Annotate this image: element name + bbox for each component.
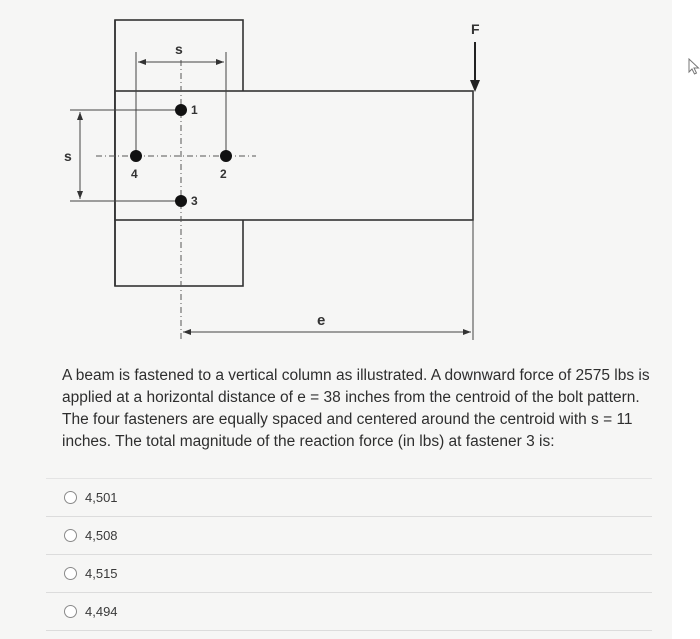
eccentricity-label: e [317, 312, 326, 329]
right-margin [672, 0, 700, 639]
fastener-2 [220, 150, 232, 162]
fastener-3 [175, 195, 187, 207]
answer-option[interactable] [46, 516, 652, 554]
fastener-4 [130, 150, 142, 162]
options-divider [46, 630, 652, 631]
spacing-label-left: s [64, 148, 72, 164]
fastener-4-label: 4 [131, 167, 138, 181]
left-dim-arrow-top [77, 112, 83, 120]
radio-button[interactable] [64, 529, 77, 542]
mouse-cursor-icon [688, 58, 700, 76]
top-dim-arrow-left [138, 59, 146, 65]
spacing-label-top: s [175, 41, 183, 57]
answer-option[interactable] [46, 478, 652, 516]
e-dim-arrow-right [463, 329, 471, 335]
fastener-3-label: 3 [191, 194, 198, 208]
force-label: F [471, 21, 480, 37]
left-dim-arrow-bottom [77, 191, 83, 199]
answer-option[interactable] [46, 592, 652, 630]
radio-button[interactable] [64, 491, 77, 504]
fastener-1 [175, 104, 187, 116]
fastener-2-label: 2 [220, 167, 227, 181]
question-text: A beam is fastened to a vertical column as illustrated. A downward force of 2575 lbs is applied at a horizontal distance of e = 38 inches from the centroid of the bolt pattern. The four fasteners are equally spaced and centered around the centroid with s = 11 inches. The total magnitude of the reaction force (in lbs) at fastener 3 is: [62, 367, 650, 450]
top-dim-arrow-right [216, 59, 224, 65]
answer-option[interactable] [46, 554, 652, 592]
answer-option-label: 4,494 [85, 604, 118, 619]
answer-options [46, 478, 652, 631]
answer-option-label: 4,508 [85, 528, 118, 543]
radio-button[interactable] [64, 605, 77, 618]
e-dim-arrow-left [183, 329, 191, 335]
answer-option-label: 4,501 [85, 490, 118, 505]
answer-option-label: 4,515 [85, 566, 118, 581]
radio-button[interactable] [64, 567, 77, 580]
fastener-1-label: 1 [191, 103, 198, 117]
